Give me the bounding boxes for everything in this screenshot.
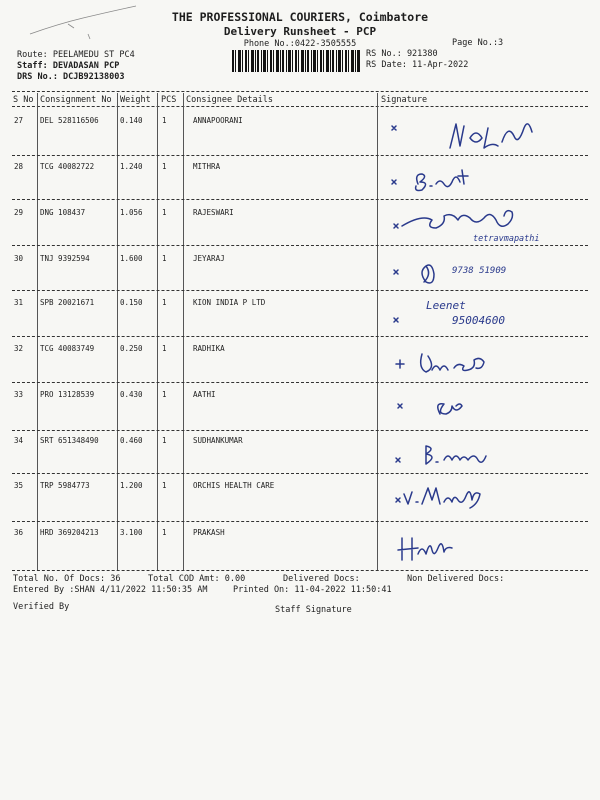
signature — [384, 346, 554, 380]
row-rule — [12, 155, 588, 156]
cell-consignment: PRO 13128539 — [40, 390, 95, 399]
cell-consignee: JEYARAJ — [193, 254, 225, 263]
cell-consignment: DEL 528116506 — [40, 116, 99, 125]
signature — [384, 392, 554, 426]
cell-weight: 0.140 — [120, 116, 143, 125]
total-cod: Total COD Amt: 0.00 — [148, 574, 246, 584]
col-divider — [377, 93, 378, 571]
cell-pcs: 1 — [162, 298, 167, 307]
cell-pcs: 1 — [162, 481, 167, 490]
cell-weight: 1.240 — [120, 162, 143, 171]
delivered-docs: Delivered Docs: — [283, 574, 360, 584]
cell-pcs: 1 — [162, 528, 167, 537]
cell-sno: 30 — [14, 254, 24, 263]
header-rule — [12, 106, 588, 107]
signature — [384, 164, 554, 198]
table-bottom-rule — [12, 570, 588, 571]
verified-by: Verified By — [13, 602, 70, 612]
cell-consignee: AATHI — [193, 390, 216, 399]
signature — [384, 118, 554, 152]
cell-consignee: ORCHIS HEALTH CARE — [193, 481, 275, 490]
handwritten-name: Leenet — [426, 299, 466, 312]
cell-weight: 0.430 — [120, 390, 143, 399]
drs-number: DRS No.: DCJB92138003 — [17, 72, 125, 82]
runsheet-title: Delivery Runsheet - PCP — [223, 25, 377, 38]
row-rule — [12, 245, 588, 246]
cell-consignment: SRT 651348490 — [40, 436, 99, 445]
col-header-sno: S No — [13, 95, 34, 105]
staff-signature: Staff Signature — [275, 605, 352, 615]
cell-consignee: SUDHANKUMAR — [193, 436, 243, 445]
cell-consignee: ANNAPOORANI — [193, 116, 243, 125]
cell-pcs: 1 — [162, 390, 167, 399]
route: Route: PEELAMEDU ST PC4 — [17, 50, 135, 60]
cell-pcs: 1 — [162, 254, 167, 263]
cell-weight: 0.250 — [120, 344, 143, 353]
row-rule — [12, 336, 588, 337]
cell-pcs: 1 — [162, 208, 167, 217]
row-rule — [12, 199, 588, 200]
cell-consignment: DNG 108437 — [40, 208, 86, 217]
entered-by: Entered By :SHAN 4/11/2022 11:50:35 AM — [13, 585, 208, 595]
handwritten-note: tetravmapathi — [473, 234, 540, 244]
cell-consignee: KION INDIA P LTD — [193, 298, 266, 307]
cell-consignment: TNJ 9392594 — [40, 254, 90, 263]
cell-consignment: TRP 5984773 — [40, 481, 90, 490]
col-header-pcs: PCS — [161, 95, 177, 105]
cell-consignee: RAJESWARI — [193, 208, 234, 217]
cell-weight: 1.056 — [120, 208, 143, 217]
cell-sno: 34 — [14, 436, 24, 445]
printed-on: Printed On: 11-04-2022 11:50:41 — [233, 585, 392, 595]
barcode — [232, 50, 360, 72]
rs-number: RS No.: 921380 — [366, 49, 438, 59]
staff: Staff: DEVADASAN PCP — [17, 61, 120, 71]
cell-pcs: 1 — [162, 436, 167, 445]
company-name: THE PROFESSIONAL COURIERS, Coimbatore — [171, 10, 429, 24]
signature — [384, 304, 424, 338]
rs-date: RS Date: 11-Apr-2022 — [366, 60, 469, 70]
col-divider — [183, 93, 184, 571]
cell-pcs: 1 — [162, 162, 167, 171]
phone-number: Phone No.:0422-3505555 — [243, 39, 357, 49]
col-header-consignee: Consignee Details — [186, 95, 273, 105]
total-docs: Total No. Of Docs: 36 — [13, 574, 121, 584]
cell-weight: 0.150 — [120, 298, 143, 307]
col-header-signature: Signature — [381, 95, 428, 105]
cell-sno: 31 — [14, 298, 24, 307]
cell-sno: 29 — [14, 208, 24, 217]
cell-consignment: TCG 40083749 — [40, 344, 95, 353]
table-top-rule — [12, 91, 588, 92]
cell-sno: 32 — [14, 344, 24, 353]
row-rule — [12, 521, 588, 522]
cell-sno: 27 — [14, 116, 24, 125]
row-rule — [12, 430, 588, 431]
handwritten-phone: 95004600 — [452, 314, 505, 327]
cell-sno: 36 — [14, 528, 24, 537]
signature — [384, 480, 554, 514]
cell-consignment: TCG 40082722 — [40, 162, 95, 171]
non-delivered-docs: Non Delivered Docs: — [407, 574, 505, 584]
row-rule — [12, 473, 588, 474]
cell-weight: 1.600 — [120, 254, 143, 263]
row-rule — [12, 290, 588, 291]
col-header-weight: Weight — [120, 95, 151, 105]
col-divider — [117, 93, 118, 571]
cell-weight: 1.200 — [120, 481, 143, 490]
col-header-consignment: Consignment No — [40, 95, 112, 105]
cell-consignee: MITHRA — [193, 162, 221, 171]
cell-consignment: HRD 369204213 — [40, 528, 99, 537]
cell-pcs: 1 — [162, 344, 167, 353]
cell-sno: 35 — [14, 481, 24, 490]
signature — [384, 440, 554, 474]
cell-consignee: RADHIKA — [193, 344, 225, 353]
cell-pcs: 1 — [162, 116, 167, 125]
page-number: Page No.:3 — [452, 38, 504, 48]
cell-consignment: SPB 20021671 — [40, 298, 95, 307]
col-divider — [157, 93, 158, 571]
cell-weight: 0.460 — [120, 436, 143, 445]
cell-weight: 3.100 — [120, 528, 143, 537]
cell-consignee: PRAKASH — [193, 528, 225, 537]
cell-sno: 33 — [14, 390, 24, 399]
cell-sno: 28 — [14, 162, 24, 171]
col-divider — [37, 93, 38, 571]
signature — [384, 532, 554, 566]
handwritten-phone: 9738 51909 — [452, 266, 507, 276]
row-rule — [12, 382, 588, 383]
